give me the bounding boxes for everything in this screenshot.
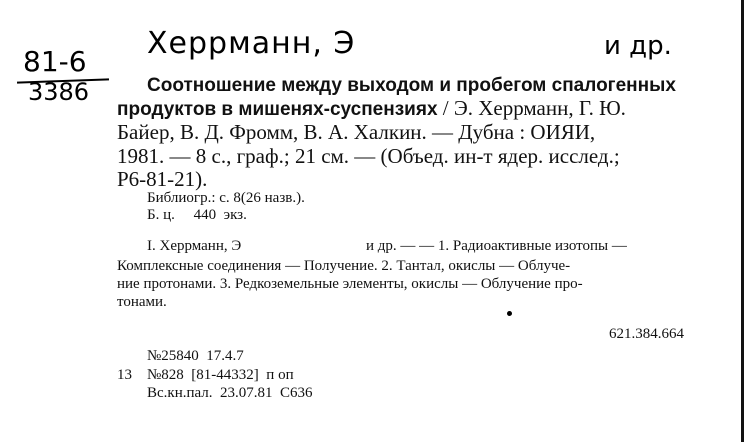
- footer-date: Вс.кн.пал. 23.07.81 С636: [147, 385, 313, 401]
- handwritten-shelf-bottom: 3386: [28, 78, 90, 106]
- entry-title-end: продуктов в мишенях-суспензиях: [117, 99, 438, 120]
- footer-record: №25840 17.4.7: [147, 348, 244, 364]
- handwritten-et-al: и др.: [604, 31, 672, 61]
- entry-bibliography: Библиогр.: с. 8(26 назв.).: [147, 190, 305, 206]
- tracing-subject1: и др. — — 1. Радиоактивные изотопы —: [366, 238, 627, 254]
- tracing-line2: Комплексные соединения — Получение. 2. Тантал, окислы — Облуче-: [117, 258, 571, 274]
- handwritten-shelf-top: 81-6: [23, 45, 87, 78]
- tracing-author: I. Херрманн, Э: [147, 238, 242, 254]
- footer-order: №828 [81-44332] п оп: [147, 367, 294, 383]
- entry-authors-start: / Э. Херрманн, Г. Ю.: [437, 96, 626, 120]
- entry-price: Б. ц. 440 экз.: [147, 207, 247, 223]
- entry-line3: Байер, В. Д. Фромм, В. А. Халкин. — Дубна : ОИЯИ,: [117, 120, 596, 144]
- ink-dot: [507, 311, 512, 316]
- handwritten-author: Херрманн, Э: [147, 26, 356, 61]
- entry-line4: 1981. — 8 с., граф.; 21 см. — (Объед. ин-т ядер. исслед.;: [117, 144, 620, 168]
- tracing-line4: тонами.: [117, 294, 167, 310]
- card-border: [741, 0, 744, 442]
- entry-line5: Р6-81-21).: [117, 167, 208, 191]
- entry-title-line1: Соотношение между выходом и пробегом спалогенных: [147, 75, 676, 96]
- footer-prefix: 13: [117, 367, 132, 383]
- entry-title-line2: [117, 97, 626, 121]
- tracing-line3: ние протонами. 3. Редкоземельные элементы, окислы — Облучение про-: [117, 276, 583, 292]
- udc-number: 621.384.664: [609, 326, 684, 342]
